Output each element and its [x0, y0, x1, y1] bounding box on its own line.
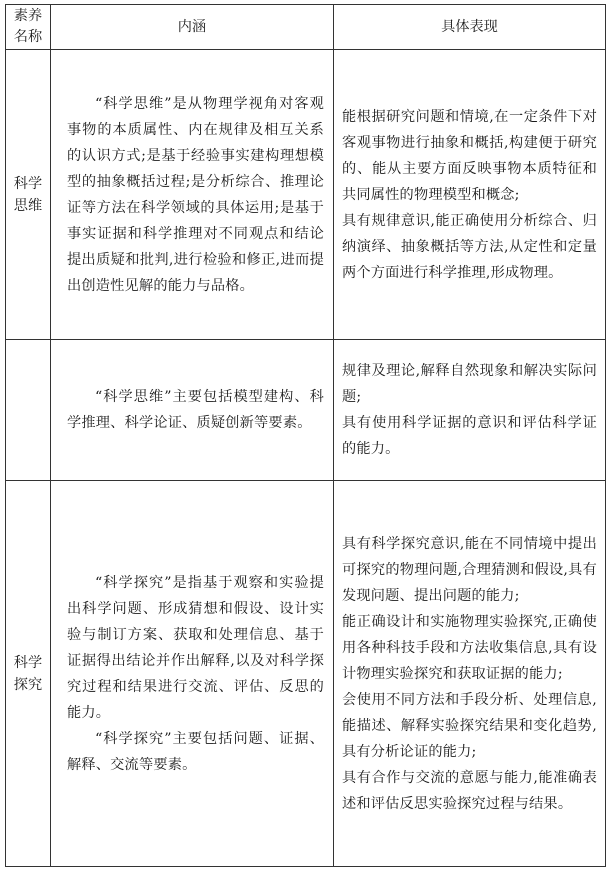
performance-paragraph: 具有规律意识,能正确使用分析综合、归纳演绎、抽象概括等方法,从定性和定量两个方面进行科学推理,形成物理。: [342, 212, 597, 281]
table-row: [6, 340, 606, 481]
meaning-paragraph: “科学探究”主要包括问题、证据、解释、交流等要素。: [67, 730, 324, 773]
performance-paragraph: 规律及理论,解释自然现象和解决实际问题;: [342, 363, 597, 405]
performance-paragraph: 能正确设计和实施物理实验探究,正确使用各种科技手段和方法收集信息,具有设计物理实验探究和获取证据的能力;: [342, 613, 597, 682]
meaning-paragraph: “科学思维”是从物理学视角对客观事物的本质属性、内在规律及相互关系的认识方式;是基于经验事实建构理想模型的抽象概括过程;是分析综合、推理论证等方法在科学领域的具体运用;是基于事实证据和科学推理对不同观点和结论提出质疑和批判,进行检验和修正,进而提出创造性见解的能力与品格。: [67, 95, 324, 294]
category-cell: 科学 探究: [6, 481, 51, 867]
performance-paragraph: 具有合作与交流的意愿与能力,能准确表述和评估反思实验探究过程与结果。: [342, 769, 597, 812]
performance-paragraph: 能根据研究问题和情境,在一定条件下对客观事物进行抽象和概括,构建便于研究的、能从主要方面反映事物本质特征和共同属性的物理模型和概念;: [342, 108, 597, 203]
core-literacy-table: [5, 4, 606, 867]
table-header-row: [6, 5, 606, 50]
header-meaning: 内涵: [51, 5, 334, 50]
performance-cell: [334, 50, 606, 340]
performance-paragraph: 会使用不同方法和手段分析、处理信息,能描述、解释实验探究结果和变化趋势,具有分析论证的能力;: [342, 691, 597, 760]
performance-cell: [334, 481, 606, 867]
performance-paragraph: 具有使用科学证据的意识和评估科学证的能力。: [342, 415, 597, 457]
meaning-cell: [51, 340, 334, 481]
performance-cell: [334, 340, 606, 481]
performance-paragraph: 具有科学探究意识,能在不同情境中提出可探究的物理问题,合理猜测和假设,具有发现问题、提出问题的能力;: [342, 535, 597, 604]
meaning-paragraph: “科学思维”主要包括模型建构、科学推理、科学论证、质疑创新等要素。: [67, 389, 324, 431]
table-row: [6, 481, 606, 867]
meaning-cell: [51, 50, 334, 340]
category-cell: [6, 340, 51, 481]
table-row: [6, 50, 606, 340]
meaning-paragraph: “科学探究”是指基于观察和实验提出科学问题、形成猜想和假设、设计实验与制订方案、获取和处理信息、基于证据得出结论并作出解释,以及对科学探究过程和结果进行交流、评估、反思的能力。: [67, 574, 324, 721]
header-category: 素养 名称: [6, 5, 51, 50]
header-performance: 具体表现: [334, 5, 606, 50]
meaning-cell: [51, 481, 334, 867]
category-cell: 科学 思维: [6, 50, 51, 340]
